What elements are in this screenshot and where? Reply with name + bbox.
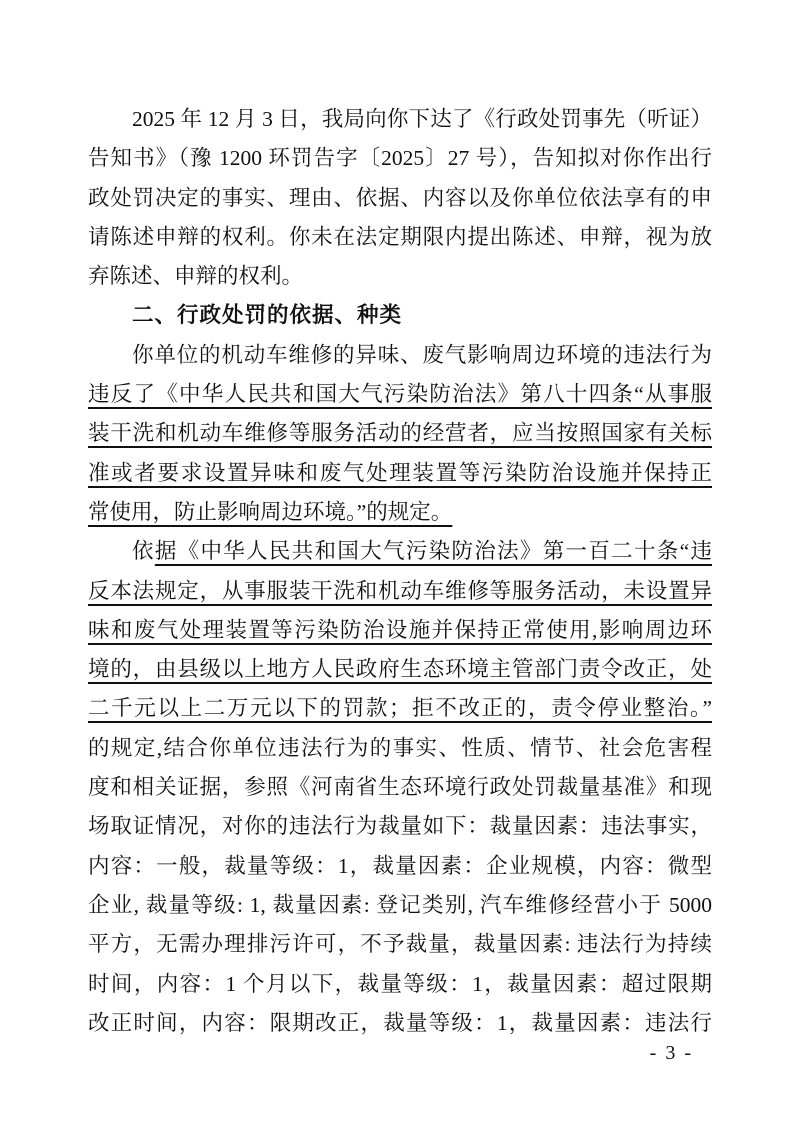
document-line: [88, 454, 712, 493]
text-segment: 弃陈述、申辩的权利。: [88, 264, 304, 289]
underlined-text: 反本法规定，从事服装干洗和机动车维修等服务活动，未设置异: [88, 578, 712, 603]
document-line: [88, 179, 712, 218]
document-line: [88, 100, 712, 139]
underlined-text: 准或者要求设置异味和废气处理装置等污染防治设施并保持正: [88, 460, 712, 485]
document-line: [88, 493, 712, 532]
document-line: [88, 925, 712, 964]
document-line: [88, 768, 712, 807]
text-segment: 时间，内容：1 个月以下，裁量等级：1，裁量因素：超过限期: [88, 971, 712, 996]
text-segment: 请陈述申辩的权利。你未在法定期限内提出陈述、申辩，视为放: [88, 224, 712, 249]
document-line: [88, 414, 712, 453]
text-segment: 政处罚决定的事实、理由、依据、内容以及你单位依法享有的申: [88, 185, 712, 210]
underlined-text: 味和废气处理装置等污染防治设施并保持正常使用,影响周边环: [88, 617, 712, 642]
document-line: [88, 689, 712, 728]
document-line: [88, 886, 712, 925]
text-segment: 依: [132, 539, 155, 564]
document-line: [88, 1004, 712, 1043]
document-line: [88, 375, 712, 414]
underlined-text: 违反了《中华人民共和国大气污染防治法》第八十四条“从事服: [88, 382, 712, 407]
document-line: [88, 847, 712, 886]
page-number: - 3 -: [649, 1042, 693, 1064]
text-segment: 企业, 裁量等级: 1, 裁量因素: 登记类别, 汽车维修经营小于 5000: [88, 892, 712, 917]
document-line: [88, 257, 712, 296]
text-segment: 2025 年 12 月 3 日，我局向你下达了《行政处罚事先（听证）: [132, 107, 712, 131]
underlined-text: 二千元以上二万元以下的罚款；拒不改正的，责令停业整治。”: [88, 696, 712, 721]
document-line: [88, 336, 712, 375]
text-segment: 二、行政处罚的依据、种类: [132, 303, 403, 328]
document-line: [88, 218, 712, 257]
document-line: [88, 965, 712, 1004]
section-heading: [88, 296, 712, 335]
text-segment: 改正时间，内容：限期改正，裁量等级：1，裁量因素：违法行: [88, 1010, 712, 1035]
underlined-text: 装干洗和机动车维修等服务活动的经营者，应当按照国家有关标: [88, 421, 712, 446]
document-line: [88, 139, 712, 178]
underlined-text: 境的，由县级以上地方人民政府生态环境主管部门责令改正，处: [88, 657, 712, 682]
text-segment: 场取证情况，对你的违法行为裁量如下：裁量因素：违法事实，: [88, 814, 712, 839]
text-segment: 你单位的机动车维修的异味、废气影响周边环境的违法行为: [132, 342, 712, 367]
text-segment: 告知书》（豫 1200 环罚告字〔2025〕27 号），告知拟对你作出行: [88, 146, 712, 171]
document-line: [88, 611, 712, 650]
underlined-text: 常使用，防止影响周边环境。”的规定。: [88, 499, 453, 524]
document-line: [88, 572, 712, 611]
document-line: [88, 729, 712, 768]
document-line: [88, 650, 712, 689]
document-body: [88, 100, 712, 1043]
text-segment: 度和相关证据，参照《河南省生态环境行政处罚裁量基准》和现: [88, 775, 712, 800]
document-line: [88, 807, 712, 846]
text-segment: 内容：一般，裁量等级：1，裁量因素：企业规模，内容：微型: [88, 853, 712, 878]
document-line: [88, 532, 712, 571]
text-segment: 的规定,结合你单位违法行为的事实、性质、情节、社会危害程: [88, 735, 712, 760]
underlined-text: 据《中华人民共和国大气污染防治法》第一百二十条“违: [154, 539, 712, 564]
text-segment: 平方，无需办理排污许可，不予裁量，裁量因素: 违法行为持续: [88, 932, 712, 957]
